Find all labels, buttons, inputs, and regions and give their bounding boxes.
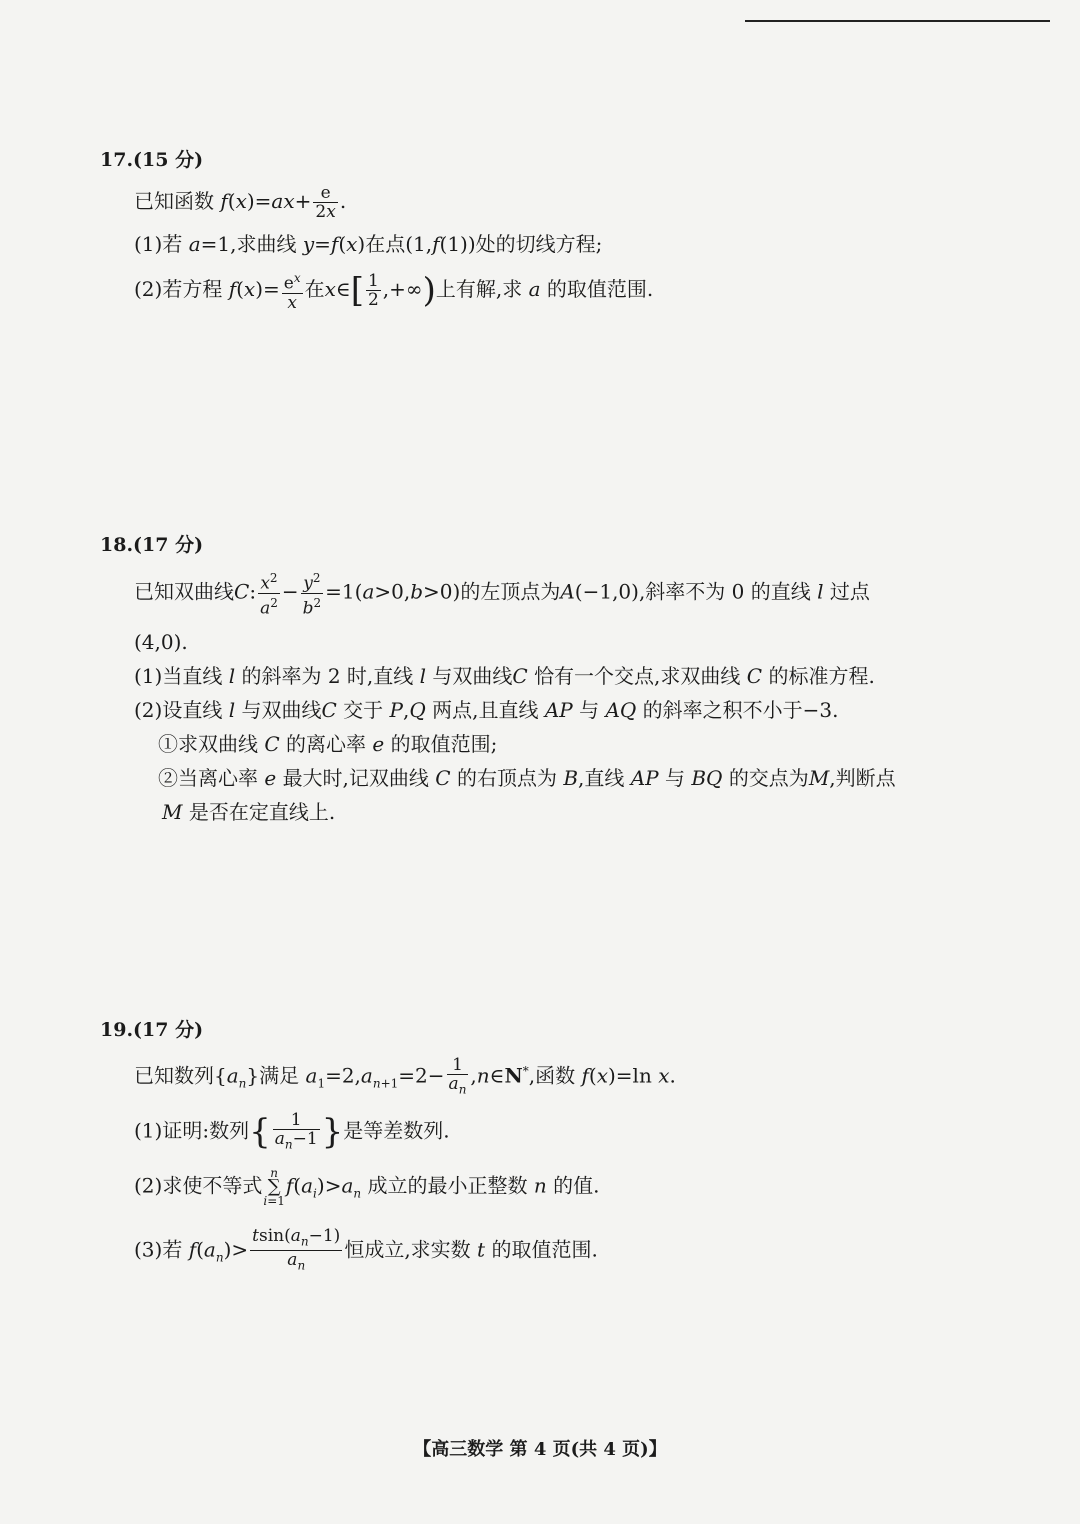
text: 的取值范围; bbox=[390, 732, 498, 757]
text: 在 bbox=[304, 276, 325, 301]
page-footer: 【高三数学 第 4 页(共 4 页)】 bbox=[413, 1439, 667, 1460]
text: ,函数 bbox=[528, 1063, 576, 1088]
text: ,求曲线 bbox=[230, 232, 297, 256]
text: 的标准方程. bbox=[768, 664, 875, 689]
text: 恒成立,求实数 bbox=[344, 1236, 471, 1261]
text: 与 bbox=[579, 698, 600, 723]
text: 的取值范围. bbox=[491, 1236, 598, 1261]
text: ①求双曲线 bbox=[158, 732, 258, 757]
problem-17-heading: 17.(15 分) bbox=[100, 149, 204, 171]
problem-18-intro: 已知双曲线C: $\frac{x^2}{a^2}$ − $\frac{y^2}{b^2}$ =1(a>0,b>0)的左顶点为A(−1,0),斜率不为 0 的直线 l 过点 bbox=[134, 571, 870, 619]
text: 是等差数列. bbox=[343, 1118, 450, 1143]
problem-19-part-3: (3)若 $f(a_n)>$ $\frac{tsin(a_n-1)}{a_n}$ 恒成立,求实数 t 的取值范围. bbox=[134, 1225, 598, 1273]
text: 的取值范围. bbox=[546, 276, 654, 301]
problem-18 bbox=[100, 530, 1000, 829]
problem-19-heading: 19.(17 分) bbox=[100, 1019, 204, 1041]
text: (1)证明:数列 bbox=[134, 1118, 250, 1143]
text: 两点,且直线 bbox=[432, 698, 539, 723]
text: 是否在定直线上. bbox=[188, 800, 336, 825]
text: (−1,0),斜率不为 0 的直线 bbox=[574, 579, 811, 604]
text: 上有解,求 bbox=[435, 276, 523, 301]
problem-17-intro: 已知函数 f(x)=ax+ $\frac{e}{2x}$ . bbox=[134, 183, 347, 222]
text: ②当离心率 bbox=[158, 766, 258, 791]
text: 与 bbox=[665, 766, 685, 791]
text: 的值. bbox=[553, 1173, 600, 1198]
text: 的斜率之积不小于−3. bbox=[642, 698, 839, 723]
text: (1)当直线 bbox=[134, 664, 223, 689]
text: 与双曲线 bbox=[241, 698, 322, 723]
text: (2)设直线 bbox=[134, 698, 223, 723]
problem-18-sub-2-cont: M 是否在定直线上. bbox=[162, 800, 336, 825]
text: ,判断点 bbox=[829, 766, 896, 791]
problem-17-part-2: (2)若方程 f(x)= $\frac{e^x}{x}$ 在x∈[ $\frac{1}{2}$ ,+∞)上有解,求 a 的取值范围. bbox=[134, 270, 654, 313]
text: 的离心率 bbox=[286, 732, 367, 757]
text: 已知双曲线 bbox=[134, 579, 234, 604]
problem-19 bbox=[100, 1015, 1000, 1274]
text: >0)的左顶点为 bbox=[423, 579, 561, 604]
text: 最大时,记双曲线 bbox=[282, 766, 429, 791]
text: (3)若 bbox=[134, 1236, 183, 1261]
text: (2)若方程 bbox=[134, 276, 223, 301]
text: =1( bbox=[325, 579, 363, 604]
text: 的斜率为 2 时,直线 bbox=[241, 664, 414, 689]
text: >0, bbox=[374, 579, 411, 604]
text: 与双曲线 bbox=[432, 664, 513, 689]
text: 过点 bbox=[829, 579, 870, 604]
text: 已知函数 bbox=[134, 189, 214, 213]
text: 的右顶点为 bbox=[456, 766, 557, 791]
text: (1))处的切线方程; bbox=[439, 232, 603, 256]
problem-19-part-2: (2)求使不等式n ∑ $i=1f(a_i)>a_n$ 成立的最小正整数 n 的值. bbox=[134, 1166, 600, 1209]
text: 交于 bbox=[343, 698, 384, 723]
text: 恰有一个交点,求双曲线 bbox=[534, 664, 741, 689]
text: 在点(1, bbox=[365, 232, 433, 256]
problem-18-heading: 18.(17 分) bbox=[100, 534, 204, 556]
problem-18-part-2: (2)设直线 l 与双曲线C 交于 P,Q 两点,且直线 AP 与 AQ 的斜率之积不小于−3. bbox=[134, 698, 839, 723]
problem-18-point: (4,0). bbox=[134, 630, 188, 655]
text: 成立的最小正整数 bbox=[367, 1173, 528, 1198]
problem-18-sub-1: ①求双曲线 C 的离心率 e 的取值范围; bbox=[158, 732, 498, 757]
text: 已知数列 bbox=[134, 1063, 214, 1088]
text: ,直线 bbox=[578, 766, 625, 791]
header-rule bbox=[745, 20, 1050, 22]
problem-19-part-1: (1)证明:数列{ $\frac{1}{a_n-1}$ }是等差数列. bbox=[134, 1109, 450, 1152]
problem-19-intro: 已知数列$\{a_n\}$满足 $a_1=2,a_{n+1}=2-$ $\frac{1}{a_n}$ ,n∈N*,函数 f(x)=ln x. bbox=[134, 1054, 676, 1097]
text: 的交点为 bbox=[728, 766, 809, 791]
text: (1)若 bbox=[134, 232, 183, 256]
problem-17 bbox=[100, 145, 1000, 312]
problem-17-part-1: (1)若 a=1,求曲线 y=f(x)在点(1,f(1))处的切线方程; bbox=[134, 232, 603, 256]
text: 满足 bbox=[259, 1063, 300, 1088]
problem-18-sub-2: ②当离心率 e 最大时,记双曲线 C 的右顶点为 B,直线 AP 与 BQ 的交点为M,判断点 bbox=[158, 766, 896, 791]
problem-18-part-1: (1)当直线 l 的斜率为 2 时,直线 l 与双曲线C 恰有一个交点,求双曲线 C 的标准方程. bbox=[134, 664, 875, 689]
text: (2)求使不等式 bbox=[134, 1173, 263, 1198]
